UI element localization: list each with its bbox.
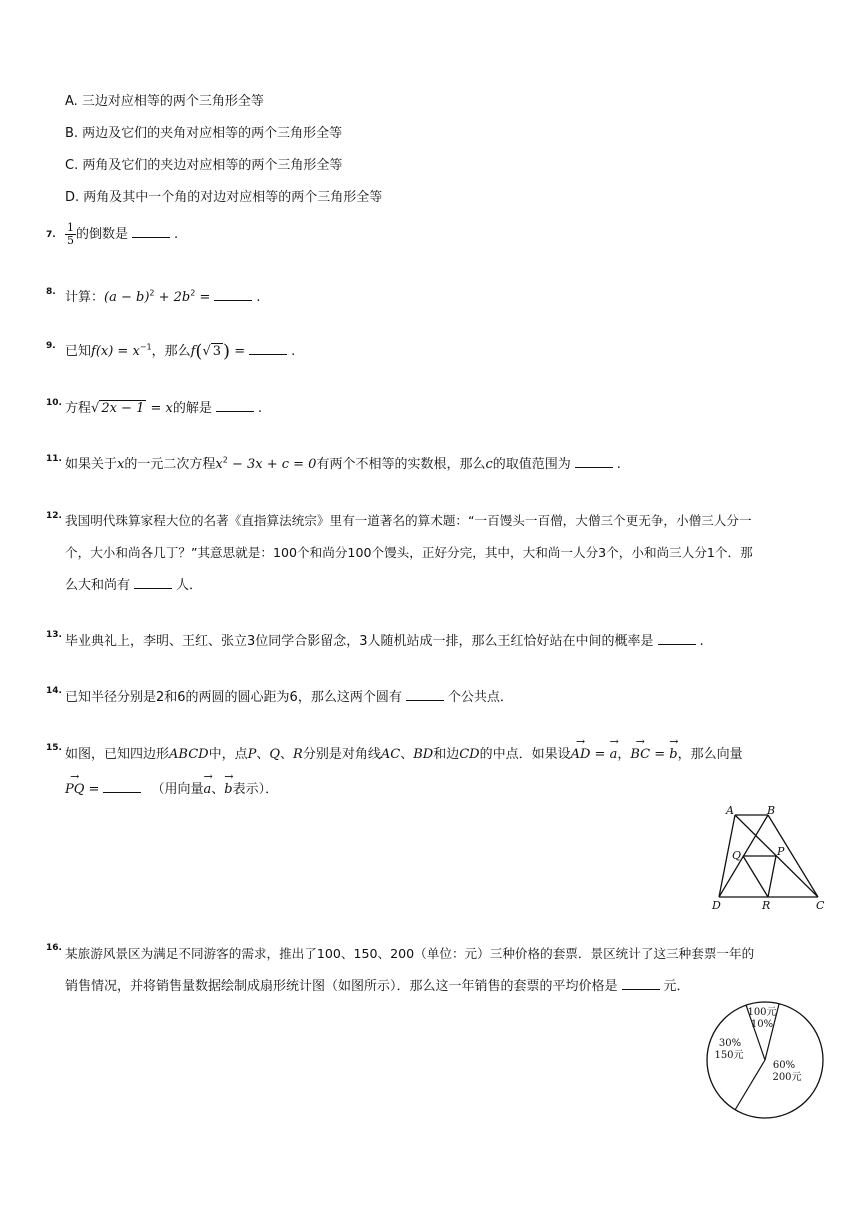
separator: ，	[617, 747, 631, 762]
equals-sign: =	[84, 782, 100, 797]
question-text: 元．	[663, 979, 690, 994]
segment-pr	[768, 856, 776, 897]
label-p: P	[777, 845, 785, 858]
question-text: （用向量	[151, 782, 204, 797]
question-number: 16.	[46, 943, 62, 953]
period: .	[174, 227, 179, 242]
period: .	[256, 290, 261, 305]
math-var: ABCD	[169, 747, 209, 762]
option-d: D. 两角及其中一个角的对边对应相等的两个三角形全等	[65, 190, 383, 205]
label-r: R	[762, 899, 771, 912]
question-9	[65, 340, 295, 362]
question-12-line-2: 个，大小和尚各几丁？”其意思就是：100个和尚分100个馒头，正好分完，其中，大和尚一人分3个，小和尚三人分1个．那	[65, 545, 753, 560]
option-b: B. 两边及它们的夹角对应相等的两个三角形全等	[65, 126, 343, 141]
question-13	[65, 630, 704, 649]
math-var: P	[247, 747, 257, 762]
answer-blank[interactable]	[103, 780, 141, 793]
question-text: 的倒数是	[76, 227, 129, 242]
radicand: 3	[212, 344, 222, 359]
sqrt-sign: √	[202, 344, 211, 359]
label-q: Q	[732, 849, 742, 862]
question-text: 已知	[65, 344, 92, 359]
slice-100-percent: 10%	[750, 1019, 774, 1030]
vector-bc: → BC	[630, 747, 650, 762]
question-text: 的取值范围为	[492, 457, 571, 472]
separator: 、	[280, 747, 294, 762]
question-number: 10.	[46, 398, 62, 408]
numerator: 1	[67, 221, 74, 234]
question-16-line-2	[65, 975, 690, 994]
separator: 、	[256, 747, 270, 762]
question-text: 的中点．如果设	[479, 747, 571, 762]
slice-200-percent: 60%	[772, 1060, 796, 1071]
math-expr: (a − b)	[104, 290, 150, 305]
label-a: A	[726, 804, 734, 817]
label-d: D	[712, 899, 721, 912]
question-text: 毕业典礼上，李明、王红、张立3位同学合影留念，3人随机站成一排，那么王红恰好站在中间的概率是	[65, 634, 654, 649]
question-16-line-1: 某旅游风景区为满足不同游客的需求，推出了100、150、200（单位：元）三种价格的套票．景区统计了这三种套票一年的	[65, 946, 755, 961]
separator: 、	[211, 782, 225, 797]
question-12-line-3	[65, 574, 202, 593]
equals-sign: =	[230, 344, 246, 359]
answer-blank[interactable]	[134, 576, 172, 589]
question-text: 的解是	[172, 401, 212, 416]
vector-b: → b	[224, 782, 232, 797]
exponent: 2	[222, 455, 228, 465]
option-c: C. 两角及它们的夹边对应相等的两个三角形全等	[65, 158, 343, 173]
question-number: 14.	[46, 686, 62, 696]
exponent: 2	[149, 288, 155, 298]
question-15-line-2	[65, 778, 278, 797]
question-number: 7.	[46, 230, 56, 240]
math-expr: + 2b	[154, 290, 191, 305]
exponent: −1	[139, 342, 152, 352]
vector-a: → a	[203, 782, 211, 797]
math-var: CD	[459, 747, 480, 762]
vector-a: → a	[610, 747, 618, 762]
period: .	[291, 344, 296, 359]
question-text: 方程	[65, 401, 92, 416]
question-10	[65, 397, 262, 416]
question-text: 如果关于	[65, 457, 118, 472]
equals-sign: =	[590, 747, 610, 762]
math-var: R	[293, 747, 303, 762]
question-text: 和边	[433, 747, 460, 762]
equals-sign: =	[195, 290, 211, 305]
question-text: ，那么	[151, 344, 191, 359]
question-15-line-1	[65, 743, 743, 762]
question-text: 分别是对角线	[302, 747, 381, 762]
slice-divider-3	[735, 1060, 765, 1110]
answer-blank[interactable]	[575, 455, 613, 468]
math-expr: f	[190, 344, 196, 359]
math-var: Q	[269, 747, 281, 762]
quadrilateral-figure	[705, 800, 835, 915]
math-var: AC	[380, 747, 401, 762]
answer-blank[interactable]	[406, 688, 444, 701]
math-expr: = x	[146, 401, 173, 416]
question-14	[65, 686, 513, 705]
label-b: B	[767, 804, 776, 817]
vector-b: → b	[669, 747, 677, 762]
answer-blank[interactable]	[216, 399, 254, 412]
question-text: 已知半径分别是2和6的两圆的圆心距为6，那么这两个圆有	[65, 690, 402, 705]
period: .	[257, 401, 262, 416]
question-text: ，那么向量	[677, 747, 743, 762]
question-text: 表示）．	[232, 782, 279, 797]
question-11	[65, 453, 621, 472]
question-text: 如图，已知四边形	[65, 747, 170, 762]
question-text: 计算：	[65, 290, 105, 305]
question-text: 的一元二次方程	[124, 457, 216, 472]
question-number: 13.	[46, 630, 62, 640]
question-text: 有两个不相等的实数根，那么	[316, 457, 486, 472]
question-text: 中，点	[208, 747, 248, 762]
denominator: 5	[67, 234, 74, 247]
question-7	[65, 222, 178, 247]
question-text: 个公共点．	[447, 690, 513, 705]
paren-open: (	[195, 341, 203, 362]
answer-blank[interactable]	[132, 225, 170, 238]
question-text: 人．	[176, 578, 203, 593]
pie-chart	[700, 998, 830, 1123]
radicand: 2x − 1	[101, 401, 145, 416]
sqrt-sign: √	[91, 401, 100, 416]
math-var: x	[117, 457, 125, 472]
separator: 、	[400, 747, 414, 762]
math-expr: f(x) = x	[91, 344, 140, 359]
segment-qr	[743, 856, 768, 897]
answer-blank[interactable]	[622, 977, 660, 990]
math-var: BD	[413, 747, 434, 762]
option-a: A. 三边对应相等的两个三角形全等	[65, 94, 264, 109]
answer-blank[interactable]	[249, 342, 287, 355]
answer-blank[interactable]	[214, 288, 252, 301]
slice-200-price: 200元	[772, 1072, 802, 1083]
question-8	[65, 286, 261, 305]
math-expr: − 3x + c = 0	[227, 457, 317, 472]
exponent: 2	[190, 288, 196, 298]
question-number: 9.	[46, 341, 56, 351]
slice-100-price: 100元	[747, 1007, 777, 1018]
question-number: 8.	[46, 287, 56, 297]
question-number: 11.	[46, 454, 62, 464]
question-12-line-1: 我国明代珠算家程大位的名著《直指算法统宗》里有一道著名的算术题：“一百馒头一百僧，大僧三个更无争，小僧三人分一	[65, 513, 752, 528]
question-number: 12.	[46, 511, 62, 521]
period: .	[699, 634, 704, 649]
label-c: C	[816, 899, 825, 912]
math-var: c	[485, 457, 493, 472]
math-expr: x	[215, 457, 223, 472]
answer-blank[interactable]	[658, 632, 696, 645]
vector-pq: → PQ	[65, 782, 84, 797]
paren-close: )	[223, 341, 231, 362]
slice-150-price: 150元	[714, 1050, 744, 1061]
question-text: 么大和尚有	[65, 578, 131, 593]
equals-sign: =	[650, 747, 670, 762]
period: .	[616, 457, 621, 472]
slice-150-percent: 30%	[718, 1038, 742, 1049]
fraction	[65, 222, 76, 247]
vector-ad: → AD	[571, 747, 591, 762]
question-number: 15.	[46, 743, 62, 753]
question-text: 销售情况，并将销售量数据绘制成扇形统计图（如图所示）．那么这一年销售的套票的平均价格是	[65, 979, 618, 994]
